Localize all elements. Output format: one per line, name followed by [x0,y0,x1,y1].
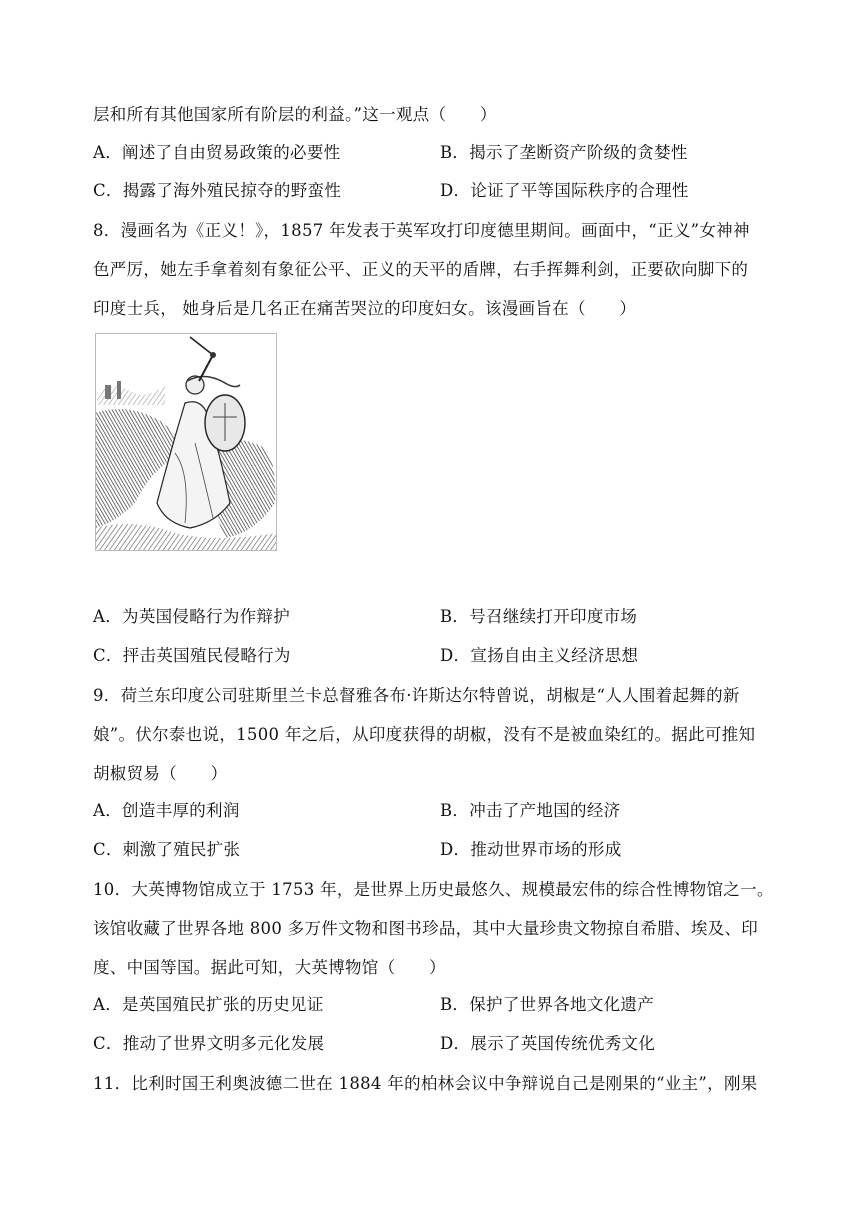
q9-option-a[interactable]: A．创造丰厚的利润 [93,801,240,820]
q10-option-d[interactable]: D．展示了英国传统优秀文化 [440,1034,656,1053]
q8-option-a[interactable]: A．为英国侵略行为作辩护 [93,607,291,626]
q10-option-b[interactable]: B．保护了世界各地文化遗产 [440,995,655,1014]
justice-cartoon-illustration [95,333,277,551]
q10-stem-line-1: 10．大英博物馆成立于 1753 年，是世界上历史最悠久、规模最宏伟的综合性博物馆之一。 [93,880,774,899]
q7-option-b[interactable]: B．揭示了垄断资产阶级的贪婪性 [440,143,688,162]
q9-option-b[interactable]: B．冲击了产地国的经济 [440,801,621,820]
q9-stem-line-1: 9．荷兰东印度公司驻斯里兰卡总督雅各布·许斯达尔特曾说，胡椒是“人人围着起舞的新 [93,686,740,705]
q8-stem-line-2: 色严厉，她左手拿着刻有象征公平、正义的天平的盾牌，右手挥舞利剑，正要砍向脚下的 [93,260,749,279]
q9-option-d[interactable]: D．推动世界市场的形成 [440,840,622,859]
q10-option-c[interactable]: C．推动了世界文明多元化发展 [93,1034,325,1053]
q7-stem-continued: 层和所有其他国家所有阶层的利益。”这一观点（ ） [93,105,497,124]
q8-stem-line-1: 8．漫画名为《正义！》，1857 年发表于英军攻打印度德里期间。画面中，“正义”女神神 [93,221,750,240]
q10-stem-line-2: 该馆收藏了世界各地 800 多万件文物和图书珍品，其中大量珍贵文物掠自希腊、埃及、印 [93,919,759,938]
q8-option-d[interactable]: D．宣扬自由主义经济思想 [440,646,639,665]
q9-stem-line-2: 娘”。伏尔泰也说，1500 年之后，从印度获得的胡椒，没有不是被血染红的。据此可推知 [93,725,756,744]
q7-option-d[interactable]: D．论证了平等国际秩序的合理性 [440,181,689,200]
q11-stem-line-1: 11．比利时国王利奥波德二世在 1884 年的柏林会议中争辩说自己是刚果的“业主”，刚果 [93,1074,758,1093]
q8-stem-line-3: 印度士兵， 她身后是几名正在痛苦哭泣的印度妇女。该漫画旨在（ ） [93,299,637,318]
q8-option-c[interactable]: C．抨击英国殖民侵略行为 [93,646,291,665]
q9-option-c[interactable]: C．刺激了殖民扩张 [93,840,241,859]
q10-stem-line-3: 度、中国等国。据此可知，大英博物馆（ ） [93,958,446,977]
q7-option-a[interactable]: A．阐述了自由贸易政策的必要性 [93,143,341,162]
q7-option-c[interactable]: C．揭露了海外殖民掠夺的野蛮性 [93,181,342,200]
q8-option-b[interactable]: B．号召继续打开印度市场 [440,607,638,626]
q9-stem-line-3: 胡椒贸易（ ） [93,764,228,783]
q10-option-a[interactable]: A．是英国殖民扩张的历史见证 [93,995,324,1014]
